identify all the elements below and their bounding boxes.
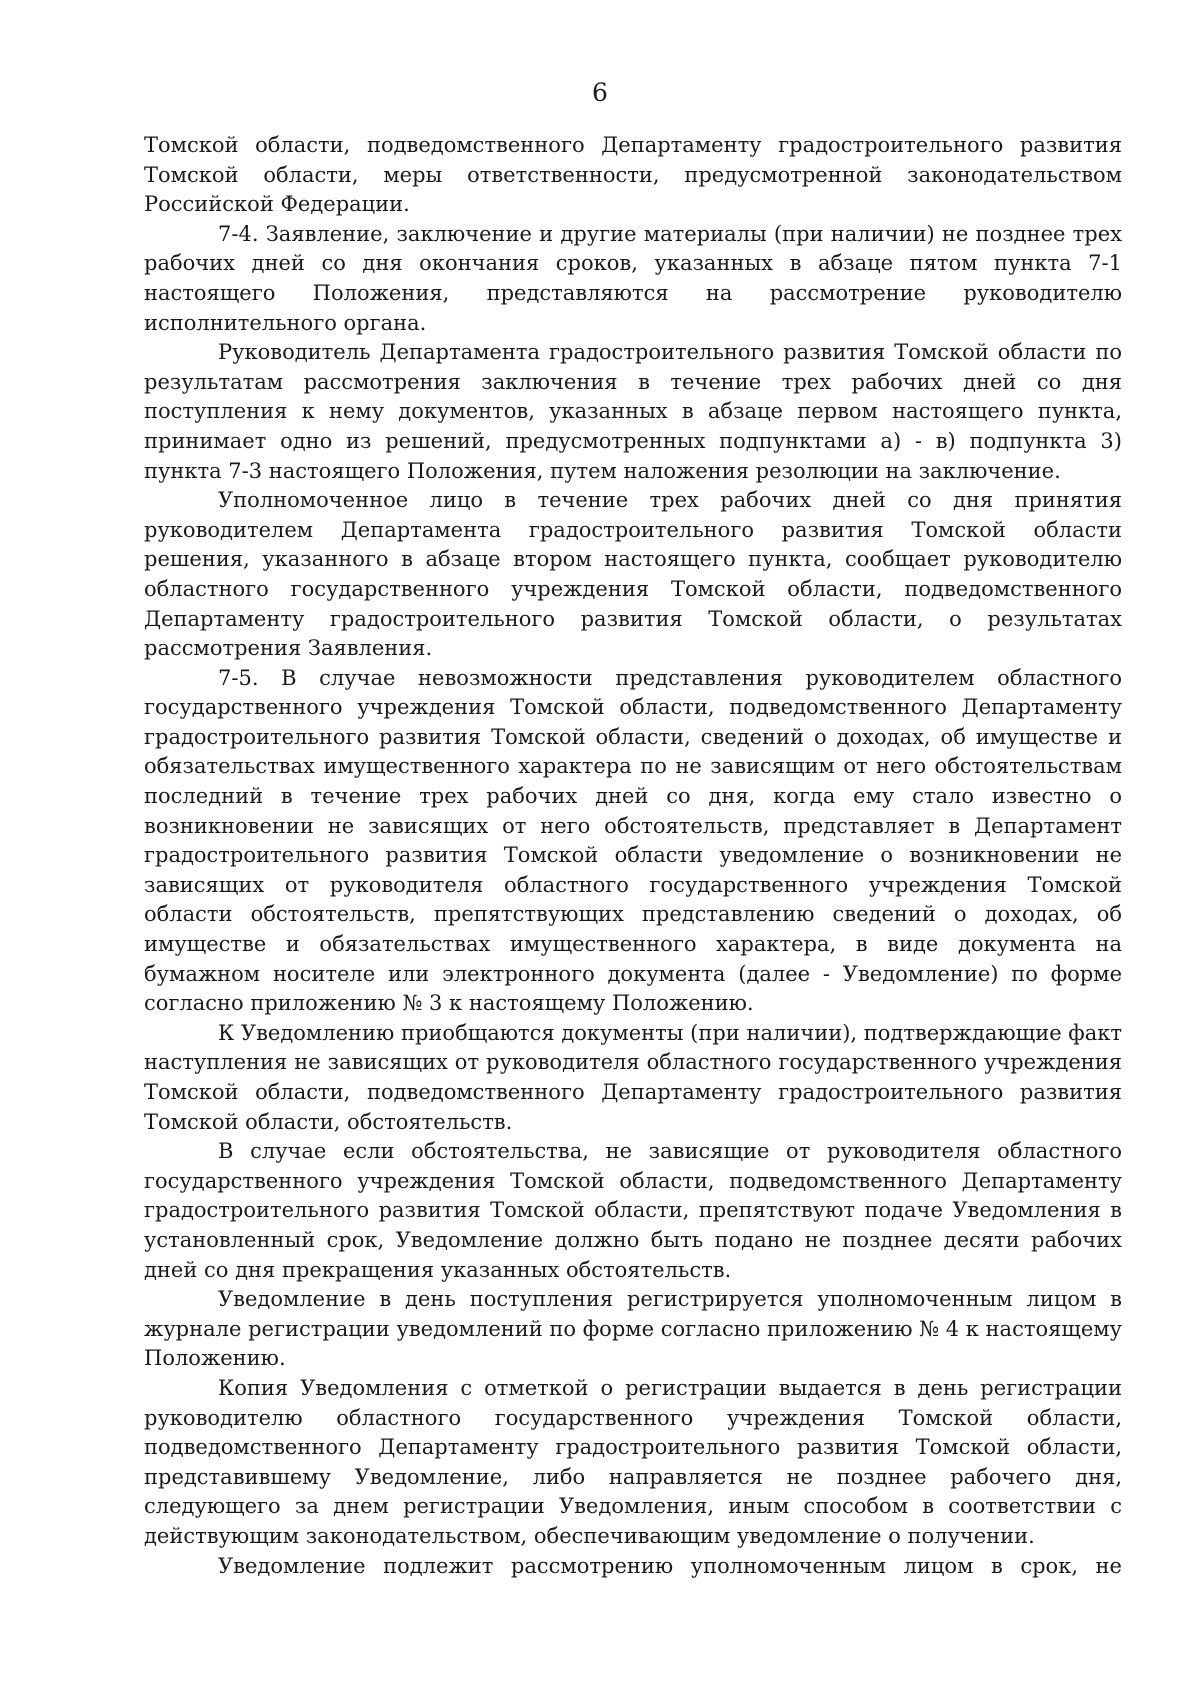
paragraph: 7-5. В случае невозможности представления руководителем областного государственного учреждения Томской области, подведомственного Департаменту градостроительного развития Томской области, сведений о доходах, об имуществе и обязательствах имущественного характера по не зависящим от него обстоятельствам последний в течение трех рабочих дней со дня, когда ему стало известно о возникновении не зависящих от него обстоятельств, представляет в Департамент градостроительного развития Томской области уведомление о возникновении не зависящих от руководителя областного государственного учреждения Томской области обстоятельств, препятствующих представлению сведений о доходах, об имуществе и обязательствах имущественного характера, в виде документа на бумажном носителе или электронного документа (далее - Уведомление) по форме согласно приложению № 3 к настоящему Положению. xyxy=(144,665,1122,1016)
paragraph: Копия Уведомления с отметкой о регистрации выдается в день регистрации руководителю областного государственного учреждения Томской области, подведомственного Департаменту градостроительного развития Томской области, представившему Уведомление, либо направляется не позднее рабочего дня, следующего за днем регистрации Уведомления, иным способом в соответствии с действующим законодательством, обеспечивающим уведомление о получении. xyxy=(144,1375,1122,1548)
paragraph: К Уведомлению приобщаются документы (при наличии), подтверждающие факт наступления не зависящих от руководителя областного государственного учреждения Томской области, подведомственного Департаменту градостроительного развития Томской области, обстоятельств. xyxy=(144,1020,1122,1134)
paragraph: В случае если обстоятельства, не зависящие от руководителя областного государственного учреждения Томской области, подведомственного Департаменту градостроительного развития Томской области, препятствуют подаче Уведомления в установленный срок, Уведомление должно быть подано не позднее десяти рабочих дней со дня прекращения указанных обстоятельств. xyxy=(144,1139,1122,1282)
page-number: 6 xyxy=(592,78,608,107)
document-body xyxy=(144,131,1122,1581)
paragraph: Руководитель Департамента градостроительного развития Томской области по результатам рассмотрения заключения в течение трех рабочих дней со дня поступления к нему документов, указанных в абзаце первом настоящего пункта, принимает одно из решений, предусмотренных подпунктами а) - в) подпункта 3) пункта 7-3 настоящего Положения, путем наложения резолюции на заключение. xyxy=(144,340,1122,483)
paragraph: Уведомление подлежит рассмотрению уполномоченным лицом в срок, не xyxy=(218,1553,1122,1578)
paragraph: 7-4. Заявление, заключение и другие материалы (при наличии) не позднее трех рабочих дней со дня окончания сроков, указанных в абзаце пятом пункта 7-1 настоящего Положения, представляются на рассмотрение руководителю исполнительного органа. xyxy=(144,221,1122,335)
paragraph: Уведомление в день поступления регистрируется уполномоченным лицом в журнале регистрации уведомлений по форме согласно приложению № 4 к настоящему Положению. xyxy=(144,1287,1122,1371)
paragraph: Уполномоченное лицо в течение трех рабочих дней со дня принятия руководителем Департамента градостроительного развития Томской области решения, указанного в абзаце втором настоящего пункта, сообщает руководителю областного государственного учреждения Томской области, подведомственного Департаменту градостроительного развития Томской области, о результатах рассмотрения Заявления. xyxy=(144,488,1122,661)
paragraph: Томской области, подведомственного Департаменту градостроительного развития Томской области, меры ответственности, предусмотренной законодательством Российской Федерации. xyxy=(144,133,1122,217)
